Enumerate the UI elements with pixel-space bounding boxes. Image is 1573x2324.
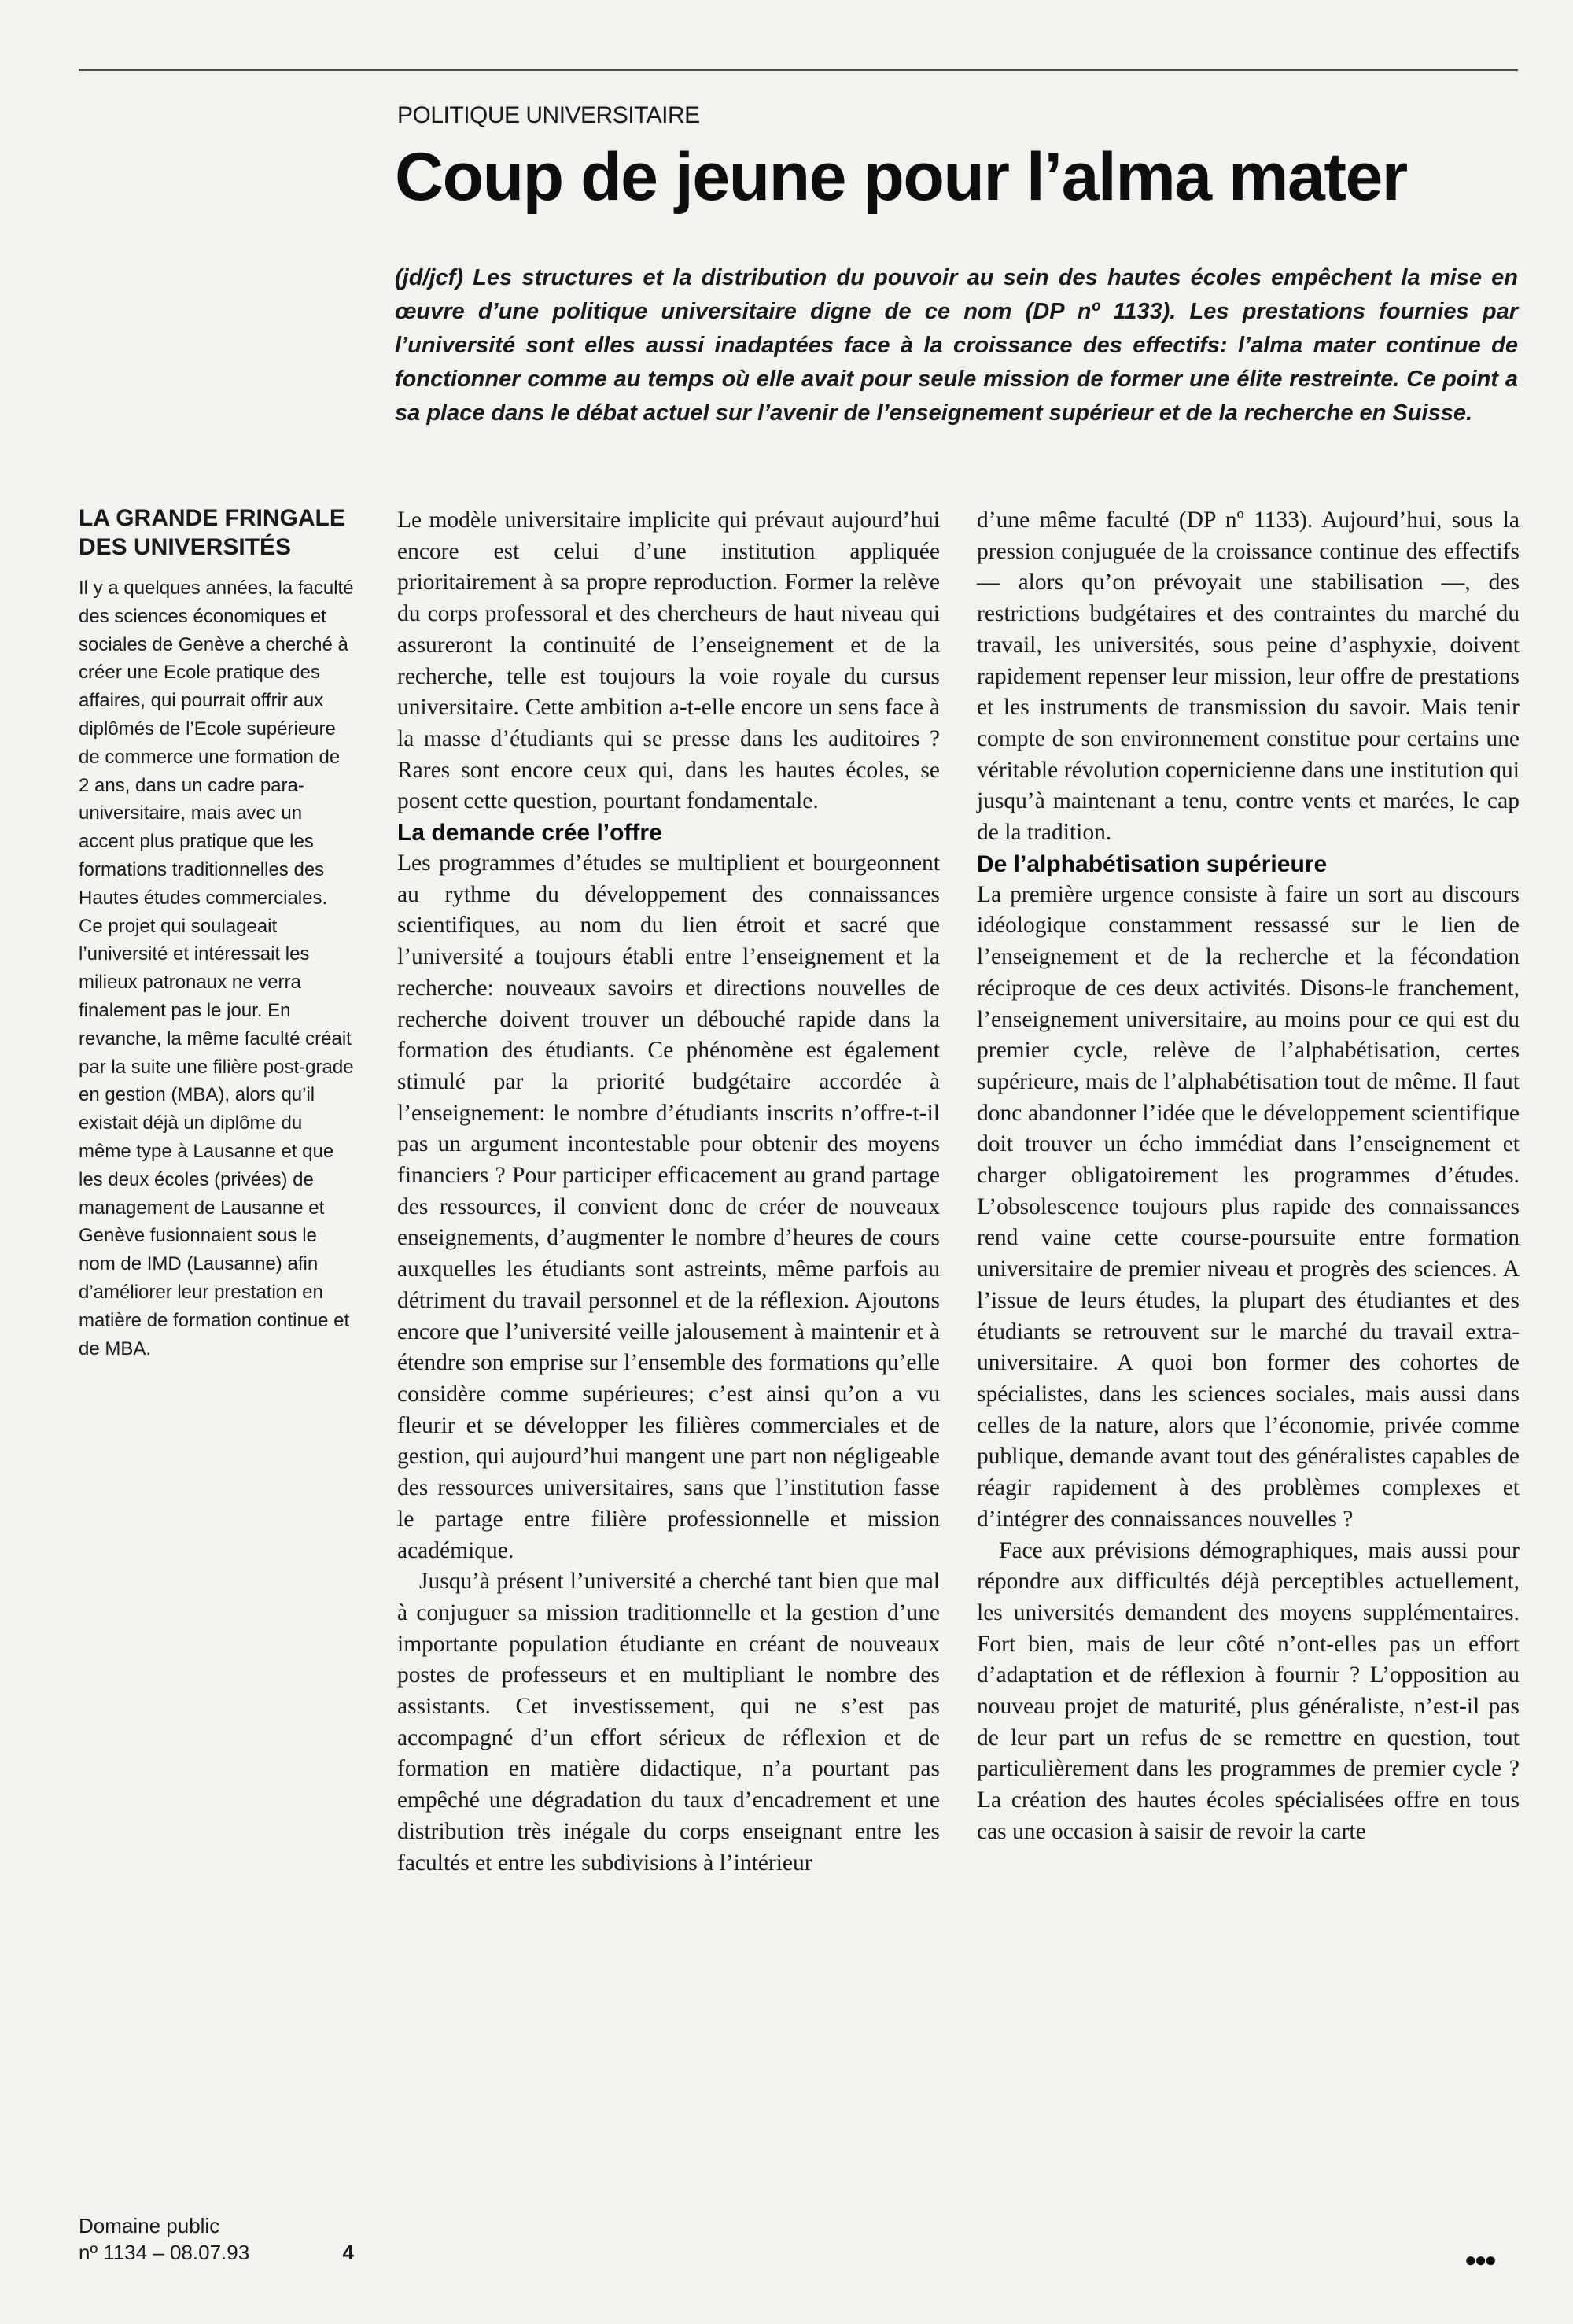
- subheading: La demande crée l’offre: [397, 820, 662, 847]
- issue-info: nº 1134 – 08.07.93: [79, 2241, 250, 2264]
- paragraph: d’une même faculté (DP nº 1133). Aujourd’hui, sous la pression conjuguée de la croissance continue des effectifs — alors qu’on prévoyait une stabilisation —, des restrictions budgétaires et des contraintes du marché du travail, les universités, sous peine d’asphyxie, doivent rapidement repenser leur mission, leur offre de prestations et les instruments de transmission du savoir. Mais tenir compte de son environnement constitue pour certains une véritable révolution copernicienne dans une institution qui jusqu’à maintenant a tenu, contre vents et marées, le cap de la tradition.: [977, 507, 1520, 846]
- publication-name: Domaine public: [79, 2214, 220, 2237]
- paragraph: Les programmes d’études se multiplient et bourgeonnent au rythme du développement des connaissances scientifiques, au nom du lien étroit et sacré que l’université a toujours établi entre l’enseignement et la recherche: nouveaux savoirs et directions nouvelles de recherche doivent trouver un débouché rapide dans la formation des étudiants. Ce phénomène est également stimulé par la priorité budgétaire accordée à l’enseignement: le nombre d’étudiants inscrits n’offre-t-il pas un argument incontestable pour obtenir des moyens financiers ? Pour participer efficacement au grand partage des ressources, il convient donc de créer de nouveaux enseignements, d’augmenter le nombre d’heures de cours auxquelles les étudiants sont astreints, même parfois au détriment du travail personnel et de la réflexion. Ajoutons encore que l’université veille jalousement à maintenir et à étendre son emprise sur l’ensemble des formations qu’elle considère comme supérieures; c’est ainsi qu’on a vu fleurir et se développer les filières commerciales et de gestion, qui aujourd’hui mangent une part non négligeable des ressources universitaires, sans que l’institution fasse le partage entre filière professionnelle et mission académique.: [397, 850, 940, 1563]
- article-lead: (jd/jcf) Les structures et la distribution du pouvoir au sein des hautes écoles empêchent la mise en œuvre d’une politique universitaire digne de ce nom (DP nº 1133). Les prestations fournies par l’université sont elles aussi inadaptées face à la croissance des effectifs: l’alma mater continue de fonctionner comme au temps où elle avait pour seule mission de former une élite restreinte. Ce point a sa place dans le débat actuel sur l’avenir de l’enseignement supérieur et de la recherche en Suisse.: [395, 265, 1518, 426]
- paragraph: Le modèle universitaire implicite qui prévaut aujourd’hui encore est celui d’une institution appliquée prioritairement à sa propre reproduction. Former la relève du corps professoral et des chercheurs de haut niveau qui assureront la continuité de l’enseignement et de la recherche, telle est toujours la voie royale du cursus universitaire. Cette ambition a-t-elle encore un sens face à la masse d’étudiants qui se presse dans les auditoires ? Rares sont encore ceux qui, dans les hautes écoles, se posent cette question, pourtant fondamentale.: [397, 507, 940, 814]
- section-kicker: POLITIQUE UNIVERSITAIRE: [397, 102, 700, 128]
- subheading: De l’alphabétisation supérieure: [977, 850, 1328, 877]
- sidebar-box: [79, 504, 354, 1363]
- paragraph: La première urgence consiste à faire un sort au discours idéologique constamment ressassé sur le lien de l’enseignement et de la recherche et la fécondation réciproque de ces deux activités. Disons-le franchement, l’enseignement universitaire, au moins pour ce qui est du premier cycle, relève de l’alphabétisation, certes supérieure, mais de l’alphabétisation tout de même. Il faut donc abandonner l’idée que le développement scientifique doit trouver un écho immédiat dans l’enseignement et charger obligatoirement les programmes d’études. L’obsolescence toujours plus rapide des connaissances rend vaine cette course-poursuite entre formation universitaire de premier niveau et progrès des sciences. A l’issue de leurs études, la plupart des étudiantes et des étudiants se retrouvent sur le marché du travail extra-universitaire. A quoi bon former des cohortes de spécialistes, dans les sciences sociales, mais aussi dans celles de la nature, alors que l’économie, privée comme publique, demande avant tout des généralistes capables de réagir rapidement à des problèmes complexes et d’intégrer des connaissances nouvelles ?: [977, 881, 1520, 1532]
- article-column-2: [977, 505, 1520, 1848]
- top-rule: [79, 69, 1518, 71]
- page-number: 4: [342, 2241, 354, 2264]
- sidebar-text: Il y a quelques années, la faculté des sciences économiques et sociales de Genève a cherché à créer une Ecole pratique des affaires, qui pourrait offrir aux diplômés de l’Ecole supérieure de commerce une formation de 2 ans, dans un cadre para-universitaire, mais avec un accent plus pratique que les formations traditionnelles des Hautes études commerciales. Ce projet qui soulageait l’université et intéressait les milieux patronaux ne verra finalement pas le jour. En revanche, la même faculté créait par la suite une filière post-grade en gestion (MBA), alors qu’il existait déjà un diplôme du même type à Lausanne et que les deux écoles (privées) de management de Lausanne et Genève fusionnaient sous le nom de IMD (Lausanne) afin d’améliorer leur prestation en matière de formation continue et de MBA.: [79, 577, 354, 1359]
- sidebar-title: LA GRANDE FRINGALE DES UNIVERSITÉS: [79, 505, 345, 560]
- page-footer: [79, 2212, 370, 2266]
- paragraph: Jusqu’à présent l’université a cherché tant bien que mal à conjuguer sa mission traditionnelle et la gestion d’une importante population étudiante en créant de nouveaux postes de professeurs et en multipliant le nombre des assistants. Cet investissement, qui ne s’est pas accompagné d’un effort sérieux de réflexion et de formation en matière didactique, n’a pourtant pas empêché une dégradation du taux d’encadrement et une distribution très inégale du corps enseignant entre les facultés et entre les subdivisions à l’intérieur: [397, 1569, 940, 1876]
- paragraph: Face aux prévisions démographiques, mais aussi pour répondre aux difficultés déjà perceptibles actuellement, les universités demandent des moyens supplémentaires. Fort bien, mais de leur côté n’ont-elles pas un effort d’adaptation et de réflexion à fournir ? L’opposition au nouveau projet de maturité, plus généraliste, n’est-il pas de leur part un refus de se remettre en question, tout particulièrement dans les programmes de premier cycle ? La création des hautes écoles spécialisées offre en tous cas une occasion à saisir de revoir la carte: [977, 1537, 1520, 1844]
- article-headline: Coup de jeune pour l’alma mater: [395, 139, 1407, 215]
- article-column-1: [397, 505, 940, 1879]
- continued-marker: ●●●: [1464, 2248, 1495, 2271]
